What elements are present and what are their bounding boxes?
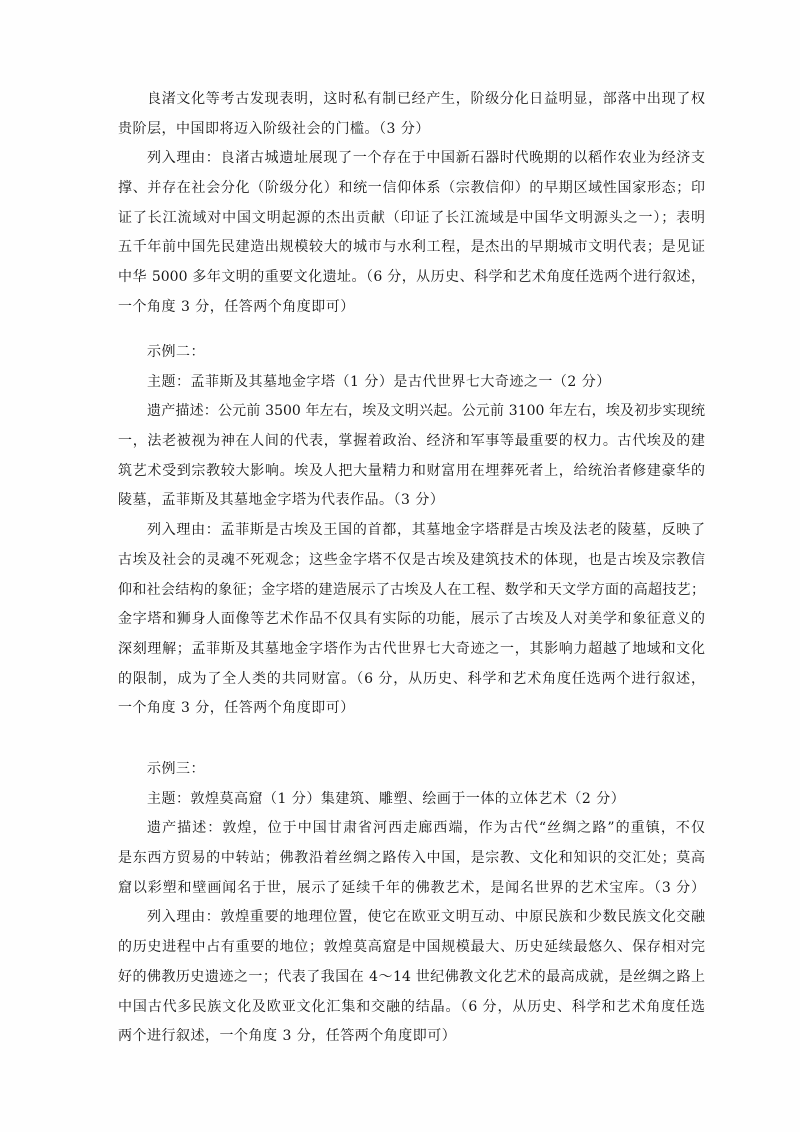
- theme-line: 主题：孟菲斯及其墓地金字塔（1 分）是古代世界七大奇迹之一（2 分）: [147, 373, 611, 390]
- description-line: 陵墓，孟菲斯及其墓地金字塔为代表作品。（3 分）: [118, 492, 445, 509]
- description-line: 遗产描述：公元前 3500 年左右，埃及文明兴起。公元前 3100 年左右，埃及初步实现统: [147, 403, 705, 420]
- reason-line: 中国古代多民族文化及欧亚文化汇集和交融的结晶。（6 分，从历史、科学和艺术角度任选: [118, 998, 705, 1015]
- reason-paragraph: [118, 903, 705, 1051]
- description-line: 是东西方贸易的中转站；佛教沿着丝绸之路传入中国，是宗教、文化和知识的交汇处；莫高: [118, 850, 705, 867]
- description-line: 遗产描述：敦煌，位于中国甘肃省河西走廊西端，作为古代“丝绸之路”的重镇，不仅: [147, 820, 705, 837]
- reason-line: 列入理由：敦煌重要的地理位置，使它在欧亚文明互动、中原民族和少数民族文化交融: [147, 909, 705, 926]
- reason-line: 仰和社会结构的象征；金字塔的建造展示了古埃及人在工程、数学和天文学方面的高超技艺；: [118, 581, 705, 598]
- reason-line: 一个角度 3 分，任答两个角度即可）: [118, 700, 355, 717]
- description-line: 窟以彩塑和壁画闻名于世，展示了延续千年的佛教艺术，是闻名世界的艺术宝库。（3 分）: [118, 879, 705, 896]
- conclusion-line: 贵阶层，中国即将迈入阶级社会的门槛。（3 分）: [118, 120, 430, 137]
- description-paragraph: [118, 397, 705, 516]
- description-line: 一，法老被视为神在人间的代表，掌握着政治、经济和军事等最重要的权力。古代埃及的建: [118, 433, 705, 450]
- example-2-section: [118, 338, 705, 724]
- description-line: 筑艺术受到宗教较大影响。埃及人把大量精力和财富用在埋葬死者上，给统治者修建豪华的: [118, 462, 705, 479]
- reason-paragraph: [118, 144, 705, 322]
- example-heading: 示例三：: [147, 761, 205, 777]
- reason-line: 五千年前中国先民建造出规模较大的城市与水利工程，是杰出的早期城市文明代表；是见证: [118, 239, 705, 256]
- reason-line: 的限制，成为了全人类的共同财富。（6 分，从历史、科学和艺术角度任选两个进行叙述，: [118, 670, 705, 687]
- reason-line: 深刻理解；孟菲斯及其墓地金字塔作为古代世界七大奇迹之一，其影响力超越了地域和文化: [118, 640, 705, 657]
- reason-line: 列入理由：良渚古城遗址展现了一个存在于中国新石器时代晚期的以稻作农业为经济支: [147, 150, 705, 167]
- reason-line: 两个进行叙述，一个角度 3 分，任答两个角度即可）: [118, 1028, 457, 1045]
- example-1-section: [118, 85, 705, 323]
- reason-line: 的历史进程中占有重要的地位；敦煌莫高窟是中国规模最大、历史延续最悠久、保存相对完: [118, 939, 705, 956]
- example-heading: 示例二：: [147, 344, 205, 360]
- example-3-section: [118, 755, 705, 1052]
- reason-line: 金字塔和狮身人面像等艺术作品不仅具有实际的功能，展示了古埃及人对美学和象征意义的: [118, 611, 705, 628]
- reason-line: 撑、并存在社会分化（阶级分化）和统一信仰体系（宗教信仰）的早期区域性国家形态；印: [118, 180, 705, 197]
- reason-line: 好的佛教历史遗迹之一；代表了我国在 4～14 世纪佛教文化艺术的最高成就，是丝绸之路上: [118, 968, 705, 985]
- reason-line: 古埃及社会的灵魂不死观念；这些金字塔不仅是古埃及建筑技术的体现，也是古埃及宗教信: [118, 551, 705, 568]
- reason-line: 列入理由：孟菲斯是古埃及王国的首都，其墓地金字塔群是古埃及法老的陵墓，反映了: [147, 522, 705, 539]
- reason-line: 证了长江流域对中国文明起源的杰出贡献（印证了长江流域是中国华文明源头之一）；表明: [118, 209, 705, 226]
- reason-line: 中华 5000 多年文明的重要文化遗址。（6 分，从历史、科学和艺术角度任选两个进行叙述，: [118, 269, 705, 286]
- reason-paragraph: [118, 516, 705, 724]
- conclusion-line: 良渚文化等考古发现表明，这时私有制已经产生，阶级分化日益明显，部落中出现了权: [147, 91, 705, 107]
- theme-line: 主题：敦煌莫高窟（1 分）集建筑、雕塑、绘画于一体的立体艺术（2 分）: [147, 790, 626, 807]
- reason-line: 一个角度 3 分，任答两个角度即可）: [118, 298, 355, 315]
- description-paragraph: [118, 814, 705, 903]
- conclusion-paragraph: [118, 85, 705, 144]
